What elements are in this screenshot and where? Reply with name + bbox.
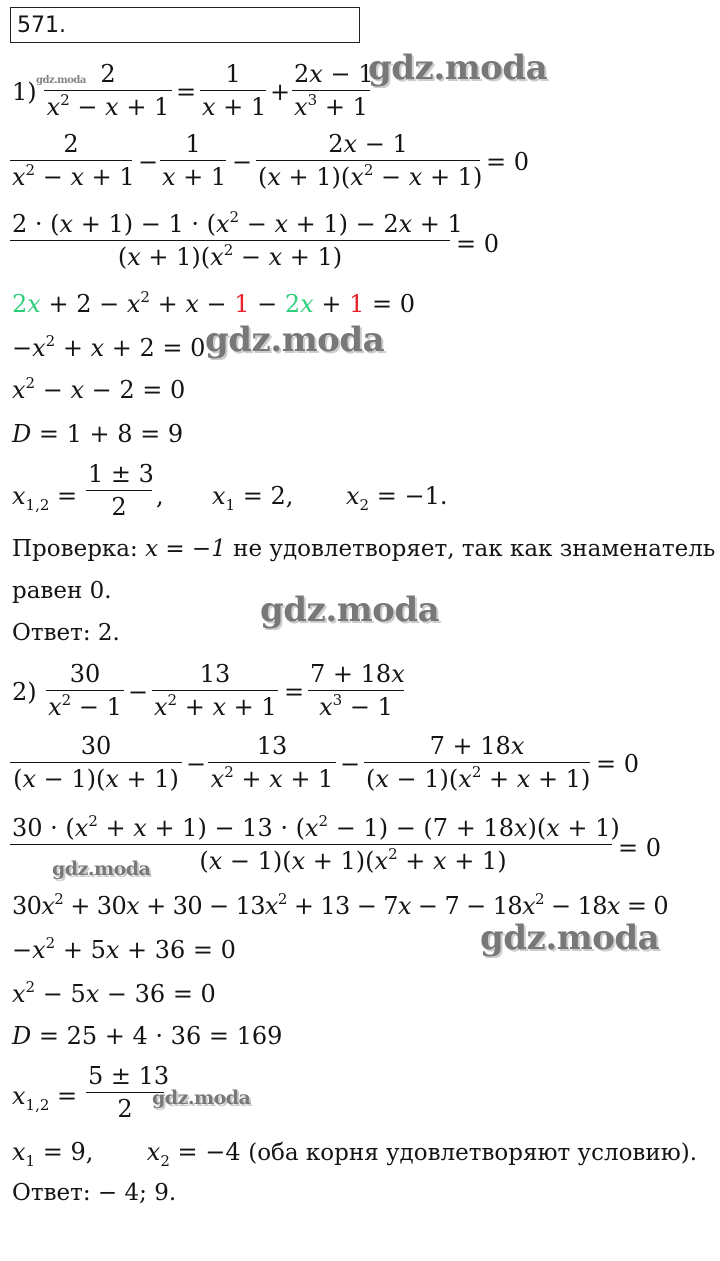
task-number-box <box>10 7 360 43</box>
fraction: 1 x + 1 <box>202 60 267 121</box>
watermark: gdz.moda <box>480 918 660 958</box>
fraction: 1 x + 1 <box>162 130 227 191</box>
fraction: $30 \cdot (x^2 + x + 1) - 13 \cdot (x^2 - 1) - (7 + 18x)(x + 1)$ $(x - 1)(x + 1)(x^2 + x + 1)$ <box>12 812 620 875</box>
equation-line: $-x^2 + 5x + 36 = 0$ <box>12 934 236 964</box>
equation-line: $x^2 - x - 2 = 0$ <box>12 374 186 404</box>
roots-label: $x_{1,2}$ = <box>12 482 78 514</box>
fraction: 30 $x^2 - 1$ <box>46 662 124 719</box>
check-line-2: равен 0. <box>12 578 112 604</box>
fraction: 1 ± 3 2 <box>88 460 154 521</box>
check-line: Проверка: x = −1 не удовлетворяет, так как знаменатель <box>12 536 716 562</box>
task-number: 571. <box>17 13 66 38</box>
fraction: 7 + 18x $(x - 1)(x^2 + x + 1)$ <box>366 732 591 793</box>
root-1: $x_1 = 2$, <box>212 482 294 514</box>
fraction: 2x − 1 $(x + 1)(x^2 - x + 1)$ <box>258 130 483 191</box>
equation-line: $x^2 - 5x - 36 = 0$ <box>12 978 216 1008</box>
fraction: 13 $x^2 + x + 1$ <box>154 660 277 721</box>
fraction: 13 $x^2 + x + 1$ <box>208 734 336 791</box>
watermark: gdz.moda <box>260 590 440 630</box>
watermark: gdz.moda <box>368 48 548 88</box>
answer-2: Ответ: − 4; 9. <box>12 1180 177 1206</box>
fraction: 2x − 1 $x^3 + 1$ <box>294 60 374 121</box>
watermark: gdz.moda <box>36 75 86 86</box>
equation-line: $2x + 2 - x^2 + x - 1 - 2x + 1 = 0$ <box>12 288 416 318</box>
watermark: gdz.moda <box>205 320 385 360</box>
part1-label: 1) <box>12 78 37 106</box>
watermark: gdz.moda <box>152 1087 251 1109</box>
roots-line: $x_1 = 9$, $x_2 = -4$ (оба корня удовлетворяют условию). <box>12 1138 698 1170</box>
fraction: 30 (x − 1)(x + 1) <box>10 734 182 791</box>
part2-label: 2) <box>12 678 37 706</box>
equation-line: $-x^2 + x + 2 = 0$ <box>12 332 206 362</box>
equation-line: $30x^2 + 30x + 30 - 13x^2 + 13 - 7x - 7 - 18x^2 - 18x = 0$ <box>12 890 669 920</box>
root-2: $x_2 = -1$. <box>346 482 448 514</box>
equation-line: D = 25 + 4 · 36 = 169 <box>12 1022 283 1050</box>
equation-line: D = 1 + 8 = 9 <box>12 420 184 448</box>
answer-1: Ответ: 2. <box>12 620 120 646</box>
fraction: 7 + 18x $x^3 - 1$ <box>310 660 405 721</box>
fraction: 2 $x^2 - x + 1$ <box>44 62 172 119</box>
watermark: gdz.moda <box>52 858 151 880</box>
roots-label: $x_{1,2}$ = <box>12 1082 78 1114</box>
fraction: 5 ± 13 2 <box>88 1062 170 1123</box>
fraction: 2 $x^2 - x + 1$ <box>12 130 135 191</box>
fraction: $2 \cdot (x + 1) - 1 \cdot (x^2 - x + 1) - 2x + 1$ $(x + 1)(x^2 - x + 1)$ <box>12 208 463 271</box>
